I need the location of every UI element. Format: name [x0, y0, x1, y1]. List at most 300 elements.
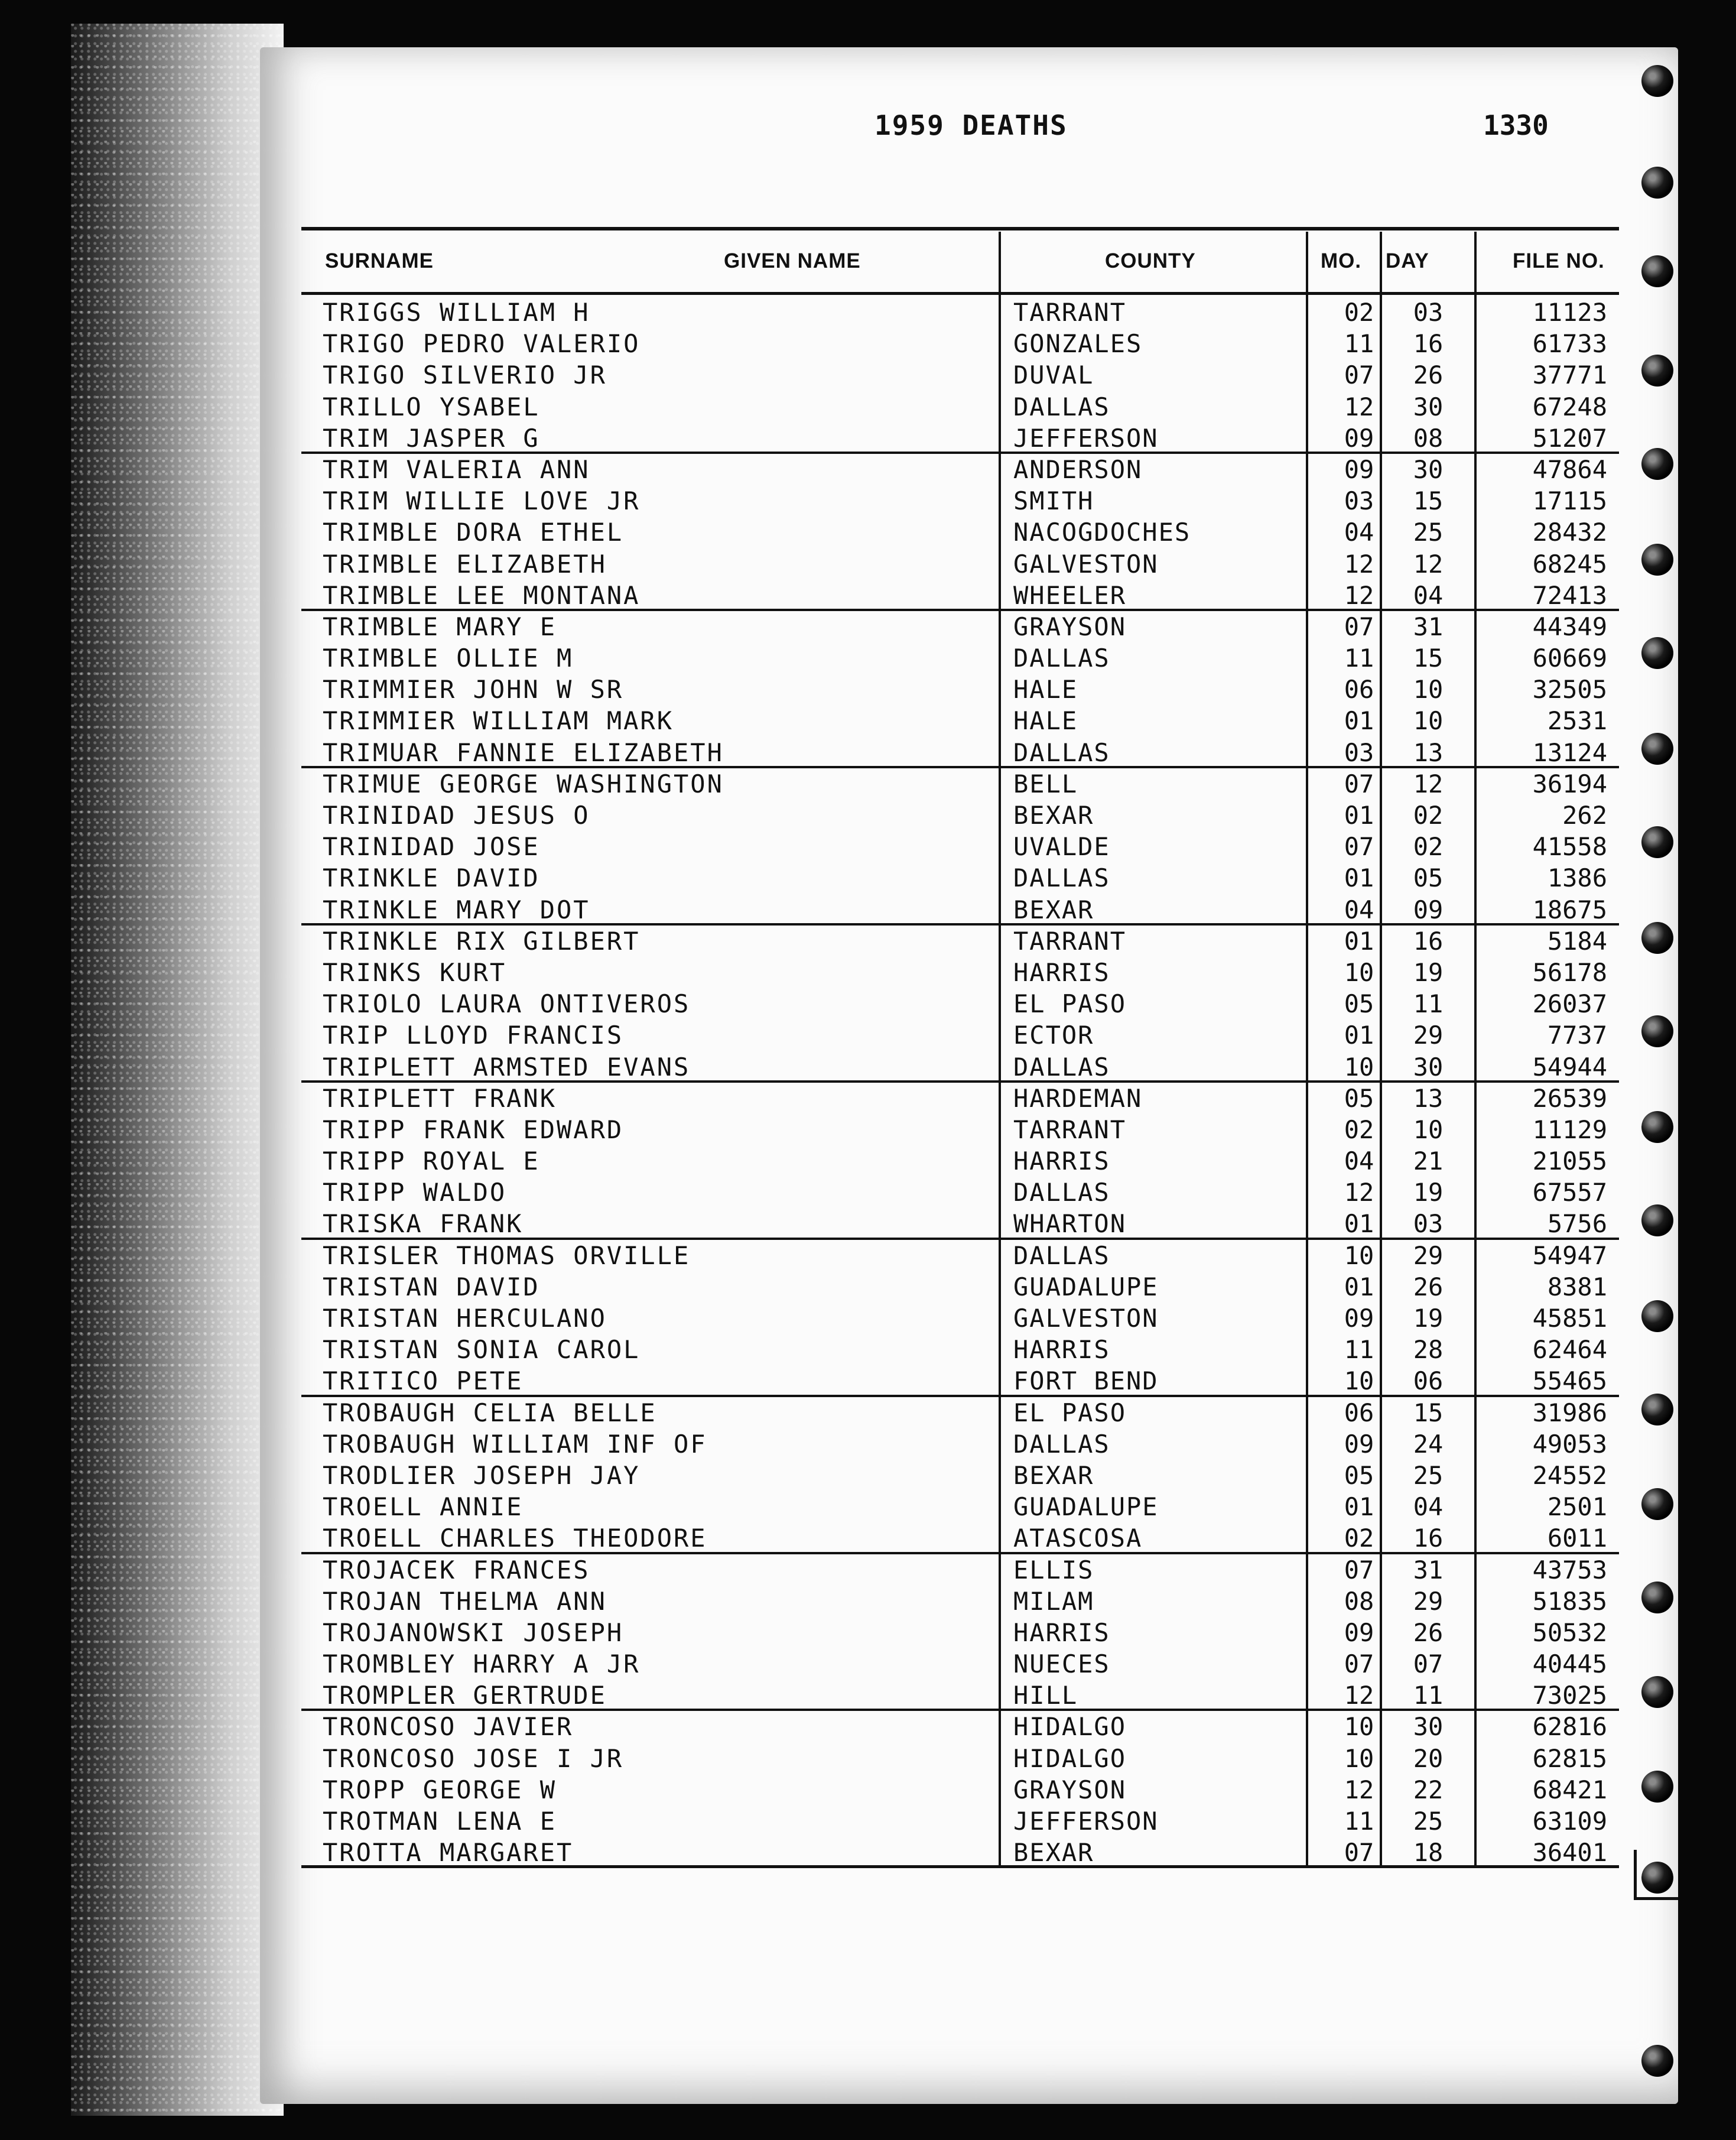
file-number-cell: 67557 — [1532, 1178, 1607, 1207]
county-cell: DALLAS — [1013, 1178, 1110, 1207]
month-cell: 01 — [1344, 863, 1374, 893]
month-cell: 02 — [1344, 298, 1374, 327]
day-cell: 12 — [1413, 769, 1444, 798]
name-cell: TRIGGS WILLIAM H — [323, 298, 590, 327]
table-row — [301, 611, 1619, 642]
county-cell: HARRIS — [1013, 1618, 1110, 1647]
table-row — [301, 642, 1619, 674]
month-cell: 01 — [1344, 1492, 1374, 1522]
county-cell: JEFFERSON — [1013, 1807, 1159, 1836]
file-number-cell: 54947 — [1532, 1241, 1607, 1270]
month-cell: 06 — [1344, 1398, 1374, 1427]
table-row — [301, 1680, 1619, 1711]
county-cell: GONZALES — [1013, 329, 1143, 359]
day-cell: 03 — [1413, 1209, 1444, 1239]
table-row — [301, 768, 1619, 800]
name-cell: TRIPP FRANK EDWARD — [323, 1115, 624, 1144]
column-header-county: COUNTY — [1105, 249, 1196, 272]
month-cell: 10 — [1344, 957, 1374, 987]
table-row — [301, 1554, 1619, 1586]
binder-hole — [1641, 448, 1673, 480]
county-cell: GRAYSON — [1013, 612, 1127, 641]
binder-hole — [1641, 2045, 1673, 2077]
file-number-cell: 1386 — [1547, 863, 1607, 893]
file-number-cell: 5184 — [1547, 926, 1607, 956]
file-number-cell: 62464 — [1532, 1335, 1607, 1365]
table-body — [301, 297, 1619, 1868]
table-row — [301, 862, 1619, 894]
month-cell: 04 — [1344, 518, 1374, 547]
table-row — [301, 1051, 1619, 1083]
binder-hole — [1641, 922, 1673, 954]
day-cell: 06 — [1413, 1366, 1444, 1396]
month-cell: 04 — [1344, 895, 1374, 924]
table-row — [301, 1114, 1619, 1145]
name-cell: TROMPLER GERTRUDE — [323, 1681, 607, 1710]
file-number-cell: 5756 — [1547, 1209, 1607, 1239]
table-row — [301, 1522, 1619, 1554]
name-cell: TRIM VALERIA ANN — [323, 454, 590, 484]
binder-hole — [1641, 167, 1673, 199]
binder-hole — [1641, 1111, 1673, 1143]
file-number-cell: 6011 — [1547, 1524, 1607, 1553]
name-cell: TROTMAN LENA E — [323, 1807, 557, 1836]
county-cell: FORT BEND — [1013, 1366, 1159, 1396]
table-row — [301, 1837, 1619, 1868]
binder-hole — [1641, 1771, 1673, 1803]
file-number-cell: 63109 — [1532, 1807, 1607, 1836]
file-number-cell: 72413 — [1532, 580, 1607, 610]
county-cell: HALE — [1013, 675, 1078, 704]
table-row — [301, 894, 1619, 926]
day-cell: 15 — [1413, 486, 1444, 516]
county-cell: HIDALGO — [1013, 1743, 1127, 1773]
name-cell: TRIMBLE ELIZABETH — [323, 549, 607, 579]
table-row — [301, 831, 1619, 862]
table-row — [301, 548, 1619, 580]
day-cell: 19 — [1413, 1178, 1444, 1207]
table-row — [301, 580, 1619, 611]
table-row — [301, 1303, 1619, 1334]
table-row — [301, 1774, 1619, 1805]
month-cell: 04 — [1344, 1147, 1374, 1176]
month-cell: 02 — [1344, 1115, 1374, 1144]
name-cell: TRIMBLE DORA ETHEL — [323, 518, 624, 547]
binder-hole — [1641, 1488, 1673, 1520]
county-cell: HIDALGO — [1013, 1712, 1127, 1742]
table-row — [301, 1334, 1619, 1365]
day-cell: 29 — [1413, 1241, 1444, 1270]
column-header-day: DAY — [1386, 249, 1429, 272]
month-cell: 05 — [1344, 1460, 1374, 1490]
month-cell: 03 — [1344, 486, 1374, 516]
day-cell: 30 — [1413, 392, 1444, 421]
file-number-cell: 54944 — [1532, 1052, 1607, 1082]
day-cell: 30 — [1413, 454, 1444, 484]
name-cell: TRIMMIER JOHN W SR — [323, 675, 624, 704]
day-cell: 30 — [1413, 1712, 1444, 1742]
county-cell: GUADALUPE — [1013, 1272, 1159, 1301]
file-number-cell: 68245 — [1532, 549, 1607, 579]
month-cell: 02 — [1344, 1524, 1374, 1553]
file-number-cell: 73025 — [1532, 1681, 1607, 1710]
day-cell: 29 — [1413, 1586, 1444, 1616]
table-row — [301, 1648, 1619, 1680]
county-cell: HARDEMAN — [1013, 1083, 1143, 1113]
binder-hole — [1641, 1204, 1673, 1236]
month-cell: 12 — [1344, 392, 1374, 421]
day-cell: 24 — [1413, 1429, 1444, 1459]
table-row — [301, 485, 1619, 517]
month-cell: 10 — [1344, 1712, 1374, 1742]
month-cell: 07 — [1344, 612, 1374, 641]
county-cell: DALLAS — [1013, 1429, 1110, 1459]
file-number-cell: 36401 — [1532, 1838, 1607, 1868]
file-number-cell: 47864 — [1532, 454, 1607, 484]
table-row — [301, 423, 1619, 454]
file-number-cell: 43753 — [1532, 1555, 1607, 1584]
top-rule — [301, 227, 1619, 230]
table-row — [301, 1177, 1619, 1208]
file-number-cell: 56178 — [1532, 957, 1607, 987]
month-cell: 12 — [1344, 580, 1374, 610]
file-number-cell: 2501 — [1547, 1492, 1607, 1522]
month-cell: 11 — [1344, 1807, 1374, 1836]
deaths-table — [301, 227, 1619, 1870]
month-cell: 11 — [1344, 1335, 1374, 1365]
table-row — [301, 1491, 1619, 1522]
day-cell: 05 — [1413, 863, 1444, 893]
table-row — [301, 1208, 1619, 1239]
name-cell: TROELL CHARLES THEODORE — [323, 1524, 707, 1553]
day-cell: 11 — [1413, 1681, 1444, 1710]
file-number-cell: 13124 — [1532, 738, 1607, 767]
day-cell: 16 — [1413, 329, 1444, 359]
header-rule — [301, 292, 1619, 295]
table-row — [301, 1617, 1619, 1648]
county-cell: NACOGDOCHES — [1013, 518, 1191, 547]
table-row — [301, 454, 1619, 485]
name-cell: TRIMBLE LEE MONTANA — [323, 580, 641, 610]
name-cell: TRIOLO LAURA ONTIVEROS — [323, 989, 691, 1019]
table-row — [301, 1586, 1619, 1617]
file-number-cell: 28432 — [1532, 518, 1607, 547]
county-cell: DALLAS — [1013, 863, 1110, 893]
county-cell: HARRIS — [1013, 1147, 1110, 1176]
county-cell: ELLIS — [1013, 1555, 1094, 1584]
table-row — [301, 737, 1619, 768]
county-cell: HARRIS — [1013, 1335, 1110, 1365]
month-cell: 07 — [1344, 769, 1374, 798]
month-cell: 10 — [1344, 1052, 1374, 1082]
name-cell: TROMBLEY HARRY A JR — [323, 1649, 641, 1679]
file-number-cell: 26037 — [1532, 989, 1607, 1019]
day-cell: 21 — [1413, 1147, 1444, 1176]
name-cell: TRIMMIER WILLIAM MARK — [323, 706, 674, 736]
name-cell: TROPP GEORGE W — [323, 1775, 557, 1804]
table-row — [301, 328, 1619, 359]
table-row — [301, 705, 1619, 736]
county-cell: BEXAR — [1013, 1838, 1094, 1868]
county-cell: DALLAS — [1013, 644, 1110, 673]
name-cell: TRISLER THOMAS ORVILLE — [323, 1241, 691, 1270]
table-row — [301, 359, 1619, 391]
day-cell: 07 — [1413, 1649, 1444, 1679]
county-cell: BELL — [1013, 769, 1078, 798]
name-cell: TROTTA MARGARET — [323, 1838, 574, 1868]
binder-hole — [1641, 733, 1673, 765]
file-number-cell: 31986 — [1532, 1398, 1607, 1427]
county-cell: EL PASO — [1013, 1398, 1127, 1427]
month-cell: 01 — [1344, 926, 1374, 956]
table-row — [301, 1397, 1619, 1428]
county-cell: DALLAS — [1013, 1241, 1110, 1270]
table-row — [301, 297, 1619, 328]
day-cell: 18 — [1413, 1838, 1444, 1868]
file-number-cell: 62816 — [1532, 1712, 1607, 1742]
file-number-cell: 7737 — [1547, 1021, 1607, 1050]
day-cell: 22 — [1413, 1775, 1444, 1804]
binder-hole — [1641, 637, 1673, 669]
binder-hole — [1641, 826, 1673, 858]
day-cell: 25 — [1413, 1807, 1444, 1836]
table-row — [301, 1428, 1619, 1460]
name-cell: TRIMUE GEORGE WASHINGTON — [323, 769, 724, 798]
table-row — [301, 1711, 1619, 1742]
county-cell: JEFFERSON — [1013, 423, 1159, 453]
file-number-cell: 67248 — [1532, 392, 1607, 421]
name-cell: TRONCOSO JOSE I JR — [323, 1743, 624, 1773]
file-number-cell: 8381 — [1547, 1272, 1607, 1301]
table-row — [301, 1460, 1619, 1491]
month-cell: 07 — [1344, 361, 1374, 390]
month-cell: 01 — [1344, 1209, 1374, 1239]
file-number-cell: 11129 — [1532, 1115, 1607, 1144]
name-cell: TRIPLETT ARMSTED EVANS — [323, 1052, 691, 1082]
table-row — [301, 1145, 1619, 1177]
county-cell: ANDERSON — [1013, 454, 1143, 484]
month-cell: 01 — [1344, 1021, 1374, 1050]
county-cell: NUECES — [1013, 1649, 1110, 1679]
file-number-cell: 32505 — [1532, 675, 1607, 704]
county-cell: HARRIS — [1013, 957, 1110, 987]
county-cell: BEXAR — [1013, 801, 1094, 830]
page-title: 1959 DEATHS — [874, 109, 1068, 141]
month-cell: 06 — [1344, 675, 1374, 704]
month-cell: 07 — [1344, 1555, 1374, 1584]
name-cell: TRISTAN SONIA CAROL — [323, 1335, 641, 1365]
day-cell: 12 — [1413, 549, 1444, 579]
table-row — [301, 1271, 1619, 1303]
county-cell: EL PASO — [1013, 989, 1127, 1019]
name-cell: TRIPP WALDO — [323, 1178, 507, 1207]
day-cell: 31 — [1413, 1555, 1444, 1584]
county-cell: DALLAS — [1013, 738, 1110, 767]
file-number-cell: 55465 — [1532, 1366, 1607, 1396]
file-number-cell: 49053 — [1532, 1429, 1607, 1459]
day-cell: 04 — [1413, 1492, 1444, 1522]
table-row — [301, 957, 1619, 988]
name-cell: TRIGO PEDRO VALERIO — [323, 329, 641, 359]
day-cell: 02 — [1413, 801, 1444, 830]
county-cell: HILL — [1013, 1681, 1078, 1710]
month-cell: 10 — [1344, 1366, 1374, 1396]
name-cell: TRINIDAD JOSE — [323, 832, 540, 862]
file-number-cell: 51207 — [1532, 423, 1607, 453]
name-cell: TRIM WILLIE LOVE JR — [323, 486, 641, 516]
name-cell: TRODLIER JOSEPH JAY — [323, 1460, 641, 1490]
county-cell: DALLAS — [1013, 392, 1110, 421]
county-cell: WHEELER — [1013, 580, 1127, 610]
county-cell: DUVAL — [1013, 361, 1094, 390]
binding-edge — [71, 24, 284, 2116]
name-cell: TROBAUGH CELIA BELLE — [323, 1398, 657, 1427]
column-header-file-no: FILE NO. — [1513, 249, 1605, 272]
file-number-cell: 51835 — [1532, 1586, 1607, 1616]
day-cell: 31 — [1413, 612, 1444, 641]
day-cell: 29 — [1413, 1021, 1444, 1050]
table-row — [301, 800, 1619, 831]
name-cell: TRISTAN HERCULANO — [323, 1304, 607, 1333]
table-row — [301, 517, 1619, 548]
month-cell: 11 — [1344, 644, 1374, 673]
day-cell: 20 — [1413, 1743, 1444, 1773]
month-cell: 05 — [1344, 1083, 1374, 1113]
name-cell: TRIGO SILVERIO JR — [323, 361, 607, 390]
file-number-cell: 262 — [1562, 801, 1607, 830]
name-cell: TRIMUAR FANNIE ELIZABETH — [323, 738, 724, 767]
county-cell: GUADALUPE — [1013, 1492, 1159, 1522]
county-cell: WHARTON — [1013, 1209, 1127, 1239]
file-number-cell: 21055 — [1532, 1147, 1607, 1176]
file-number-cell: 40445 — [1532, 1649, 1607, 1679]
binder-hole — [1641, 1582, 1673, 1613]
name-cell: TRIP LLOYD FRANCIS — [323, 1021, 624, 1050]
file-number-cell: 2531 — [1547, 706, 1607, 736]
table-row — [301, 674, 1619, 705]
file-number-cell: 18675 — [1532, 895, 1607, 924]
county-cell: GRAYSON — [1013, 1775, 1127, 1804]
name-cell: TROBAUGH WILLIAM INF OF — [323, 1429, 707, 1459]
county-cell: HALE — [1013, 706, 1078, 736]
binder-hole — [1641, 544, 1673, 576]
day-cell: 26 — [1413, 361, 1444, 390]
column-header-month: MO. — [1321, 249, 1362, 272]
day-cell: 26 — [1413, 1272, 1444, 1301]
day-cell: 13 — [1413, 1083, 1444, 1113]
file-number-cell: 61733 — [1532, 329, 1607, 359]
file-number-cell: 50532 — [1532, 1618, 1607, 1647]
day-cell: 30 — [1413, 1052, 1444, 1082]
month-cell: 08 — [1344, 1586, 1374, 1616]
name-cell: TRINIDAD JESUS O — [323, 801, 590, 830]
day-cell: 04 — [1413, 580, 1444, 610]
binder-hole — [1641, 1676, 1673, 1708]
day-cell: 25 — [1413, 518, 1444, 547]
day-cell: 16 — [1413, 1524, 1444, 1553]
name-cell: TRIMBLE MARY E — [323, 612, 557, 641]
table-row — [301, 391, 1619, 423]
day-cell: 16 — [1413, 926, 1444, 956]
county-cell: TARRANT — [1013, 926, 1127, 956]
month-cell: 11 — [1344, 329, 1374, 359]
file-number-cell: 41558 — [1532, 832, 1607, 862]
county-cell: GALVESTON — [1013, 1304, 1159, 1333]
month-cell: 03 — [1344, 738, 1374, 767]
table-row — [301, 1805, 1619, 1837]
month-cell: 01 — [1344, 706, 1374, 736]
county-cell: TARRANT — [1013, 298, 1127, 327]
month-cell: 10 — [1344, 1241, 1374, 1270]
day-cell: 10 — [1413, 706, 1444, 736]
county-cell: BEXAR — [1013, 895, 1094, 924]
table-row — [301, 988, 1619, 1019]
day-cell: 15 — [1413, 1398, 1444, 1427]
file-number-cell: 17115 — [1532, 486, 1607, 516]
month-cell: 09 — [1344, 454, 1374, 484]
file-number-cell: 44349 — [1532, 612, 1607, 641]
county-cell: ECTOR — [1013, 1021, 1094, 1050]
month-cell: 05 — [1344, 989, 1374, 1019]
month-cell: 07 — [1344, 1838, 1374, 1868]
table-row — [301, 1240, 1619, 1271]
month-cell: 10 — [1344, 1743, 1374, 1773]
name-cell: TRINKS KURT — [323, 957, 507, 987]
county-cell: SMITH — [1013, 486, 1094, 516]
table-row — [301, 926, 1619, 957]
name-cell: TRONCOSO JAVIER — [323, 1712, 574, 1742]
file-number-cell: 26539 — [1532, 1083, 1607, 1113]
binder-hole — [1641, 1300, 1673, 1332]
table-row — [301, 1019, 1619, 1051]
month-cell: 12 — [1344, 1681, 1374, 1710]
day-cell: 10 — [1413, 1115, 1444, 1144]
name-cell: TRINKLE DAVID — [323, 863, 540, 893]
name-cell: TRISKA FRANK — [323, 1209, 524, 1239]
name-cell: TROJANOWSKI JOSEPH — [323, 1618, 624, 1647]
month-cell: 12 — [1344, 1178, 1374, 1207]
file-number-cell: 45851 — [1532, 1304, 1607, 1333]
column-header-given-name: GIVEN NAME — [724, 249, 861, 272]
file-number-cell: 62815 — [1532, 1743, 1607, 1773]
county-cell: DALLAS — [1013, 1052, 1110, 1082]
name-cell: TROJACEK FRANCES — [323, 1555, 590, 1584]
binder-hole — [1641, 65, 1673, 97]
page-number: 1330 — [1483, 109, 1549, 141]
file-number-cell: 36194 — [1532, 769, 1607, 798]
table-row — [301, 1083, 1619, 1114]
month-cell: 09 — [1344, 1304, 1374, 1333]
county-cell: ATASCOSA — [1013, 1524, 1143, 1553]
day-cell: 08 — [1413, 423, 1444, 453]
day-cell: 09 — [1413, 895, 1444, 924]
name-cell: TRINKLE RIX GILBERT — [323, 926, 641, 956]
file-number-cell: 24552 — [1532, 1460, 1607, 1490]
county-cell: GALVESTON — [1013, 549, 1159, 579]
table-row — [301, 1365, 1619, 1397]
day-cell: 11 — [1413, 989, 1444, 1019]
county-cell: BEXAR — [1013, 1460, 1094, 1490]
day-cell: 19 — [1413, 1304, 1444, 1333]
name-cell: TRIMBLE OLLIE M — [323, 644, 574, 673]
month-cell: 07 — [1344, 832, 1374, 862]
month-cell: 01 — [1344, 801, 1374, 830]
table-row — [301, 1743, 1619, 1774]
name-cell: TROJAN THELMA ANN — [323, 1586, 607, 1616]
corner-mark — [1634, 1850, 1678, 1900]
name-cell: TRIPP ROYAL E — [323, 1147, 540, 1176]
month-cell: 12 — [1344, 549, 1374, 579]
